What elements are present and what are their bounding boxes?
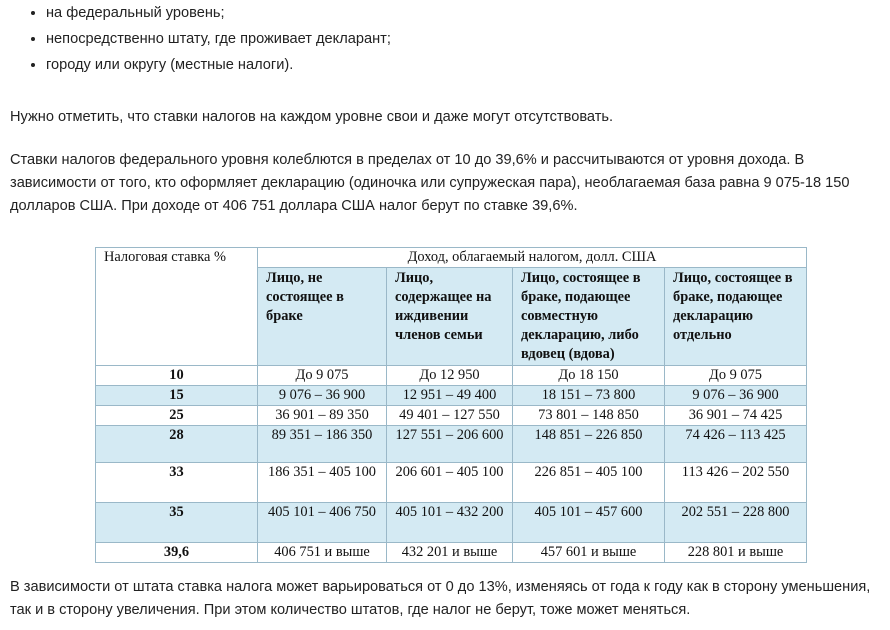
income-cell: 89 351 – 186 350 bbox=[258, 426, 387, 463]
table-row bbox=[96, 463, 807, 503]
income-cell: 9 076 – 36 900 bbox=[665, 386, 807, 406]
list-item: • непосредственно штату, где проживает декларант; bbox=[46, 26, 391, 52]
income-cell: 228 801 и выше bbox=[665, 543, 807, 563]
income-cell: 127 551 – 206 600 bbox=[387, 426, 513, 463]
table-row bbox=[96, 503, 807, 543]
income-cell: 36 901 – 89 350 bbox=[258, 406, 387, 426]
income-cell: 49 401 – 127 550 bbox=[387, 406, 513, 426]
income-cell: 405 101 – 432 200 bbox=[387, 503, 513, 543]
income-cell: До 12 950 bbox=[387, 366, 513, 386]
income-cell: 202 551 – 228 800 bbox=[665, 503, 807, 543]
income-cell: 186 351 – 405 100 bbox=[258, 463, 387, 503]
income-cell: 406 751 и выше bbox=[258, 543, 387, 563]
income-cell: 113 426 – 202 550 bbox=[665, 463, 807, 503]
tax-rate-table bbox=[95, 247, 807, 563]
rate-cell: 35 bbox=[96, 503, 258, 543]
income-cell: 12 951 – 49 400 bbox=[387, 386, 513, 406]
table-row bbox=[96, 426, 807, 463]
list-item: • на федеральный уровень; bbox=[46, 0, 391, 26]
rate-header: Налоговая ставка % bbox=[96, 248, 258, 366]
table-row bbox=[96, 406, 807, 426]
income-cell: 405 101 – 406 750 bbox=[258, 503, 387, 543]
income-cell: 18 151 – 73 800 bbox=[513, 386, 665, 406]
rate-cell: 33 bbox=[96, 463, 258, 503]
column-header: Лицо, состоящее в браке, подающее совместную декларацию, либо вдовец (вдова) bbox=[513, 268, 665, 366]
rate-cell: 10 bbox=[96, 366, 258, 386]
income-cell: 206 601 – 405 100 bbox=[387, 463, 513, 503]
income-cell: 148 851 – 226 850 bbox=[513, 426, 665, 463]
paragraph: В зависимости от штата ставка налога может варьироваться от 0 до 13%, изменяясь от года к году как в сторону уменьшения, так и в сторону увеличения. При этом количество штатов, где налог не берут, тоже может меняться. bbox=[10, 579, 871, 618]
rate-cell: 28 bbox=[96, 426, 258, 463]
column-header: Лицо, состоящее в браке, подающее декларацию отдельно bbox=[665, 268, 807, 366]
rate-cell: 15 bbox=[96, 386, 258, 406]
paragraph: Ставки налогов федерального уровня колеблются в пределах от 10 до 39,6% и рассчитываются от уровня дохода. В зависимости от того, кто оформляет декларацию (одиночка или супружеская пара), необлагаемая база равна 9 075-18 150 долларов США. При доходе от 406 751 доллара США налог берут по ставке 39,6%. bbox=[10, 152, 850, 214]
rate-cell: 39,6 bbox=[96, 543, 258, 563]
income-cell: До 9 075 bbox=[665, 366, 807, 386]
income-cell: 9 076 – 36 900 bbox=[258, 386, 387, 406]
income-cell: 405 101 – 457 600 bbox=[513, 503, 665, 543]
income-cell: До 18 150 bbox=[513, 366, 665, 386]
list-item: • городу или округу (местные налоги). bbox=[46, 52, 391, 78]
column-header: Лицо, не состоящее в браке bbox=[258, 268, 387, 366]
paragraph: Нужно отметить, что ставки налогов на каждом уровне свои и даже могут отсутствовать. bbox=[10, 109, 614, 125]
income-cell: До 9 075 bbox=[258, 366, 387, 386]
income-cell: 457 601 и выше bbox=[513, 543, 665, 563]
tax-levels-list bbox=[26, 0, 391, 78]
income-cell: 36 901 – 74 425 bbox=[665, 406, 807, 426]
income-cell: 226 851 – 405 100 bbox=[513, 463, 665, 503]
table-row bbox=[96, 366, 807, 386]
rate-cell: 25 bbox=[96, 406, 258, 426]
income-cell: 432 201 и выше bbox=[387, 543, 513, 563]
column-header: Лицо, содержащее на иждивении членов семьи bbox=[387, 268, 513, 366]
table-row bbox=[96, 543, 807, 563]
table-row bbox=[96, 386, 807, 406]
income-cell: 74 426 – 113 425 bbox=[665, 426, 807, 463]
income-cell: 73 801 – 148 850 bbox=[513, 406, 665, 426]
income-header: Доход, облагаемый налогом, долл. США bbox=[258, 248, 807, 268]
